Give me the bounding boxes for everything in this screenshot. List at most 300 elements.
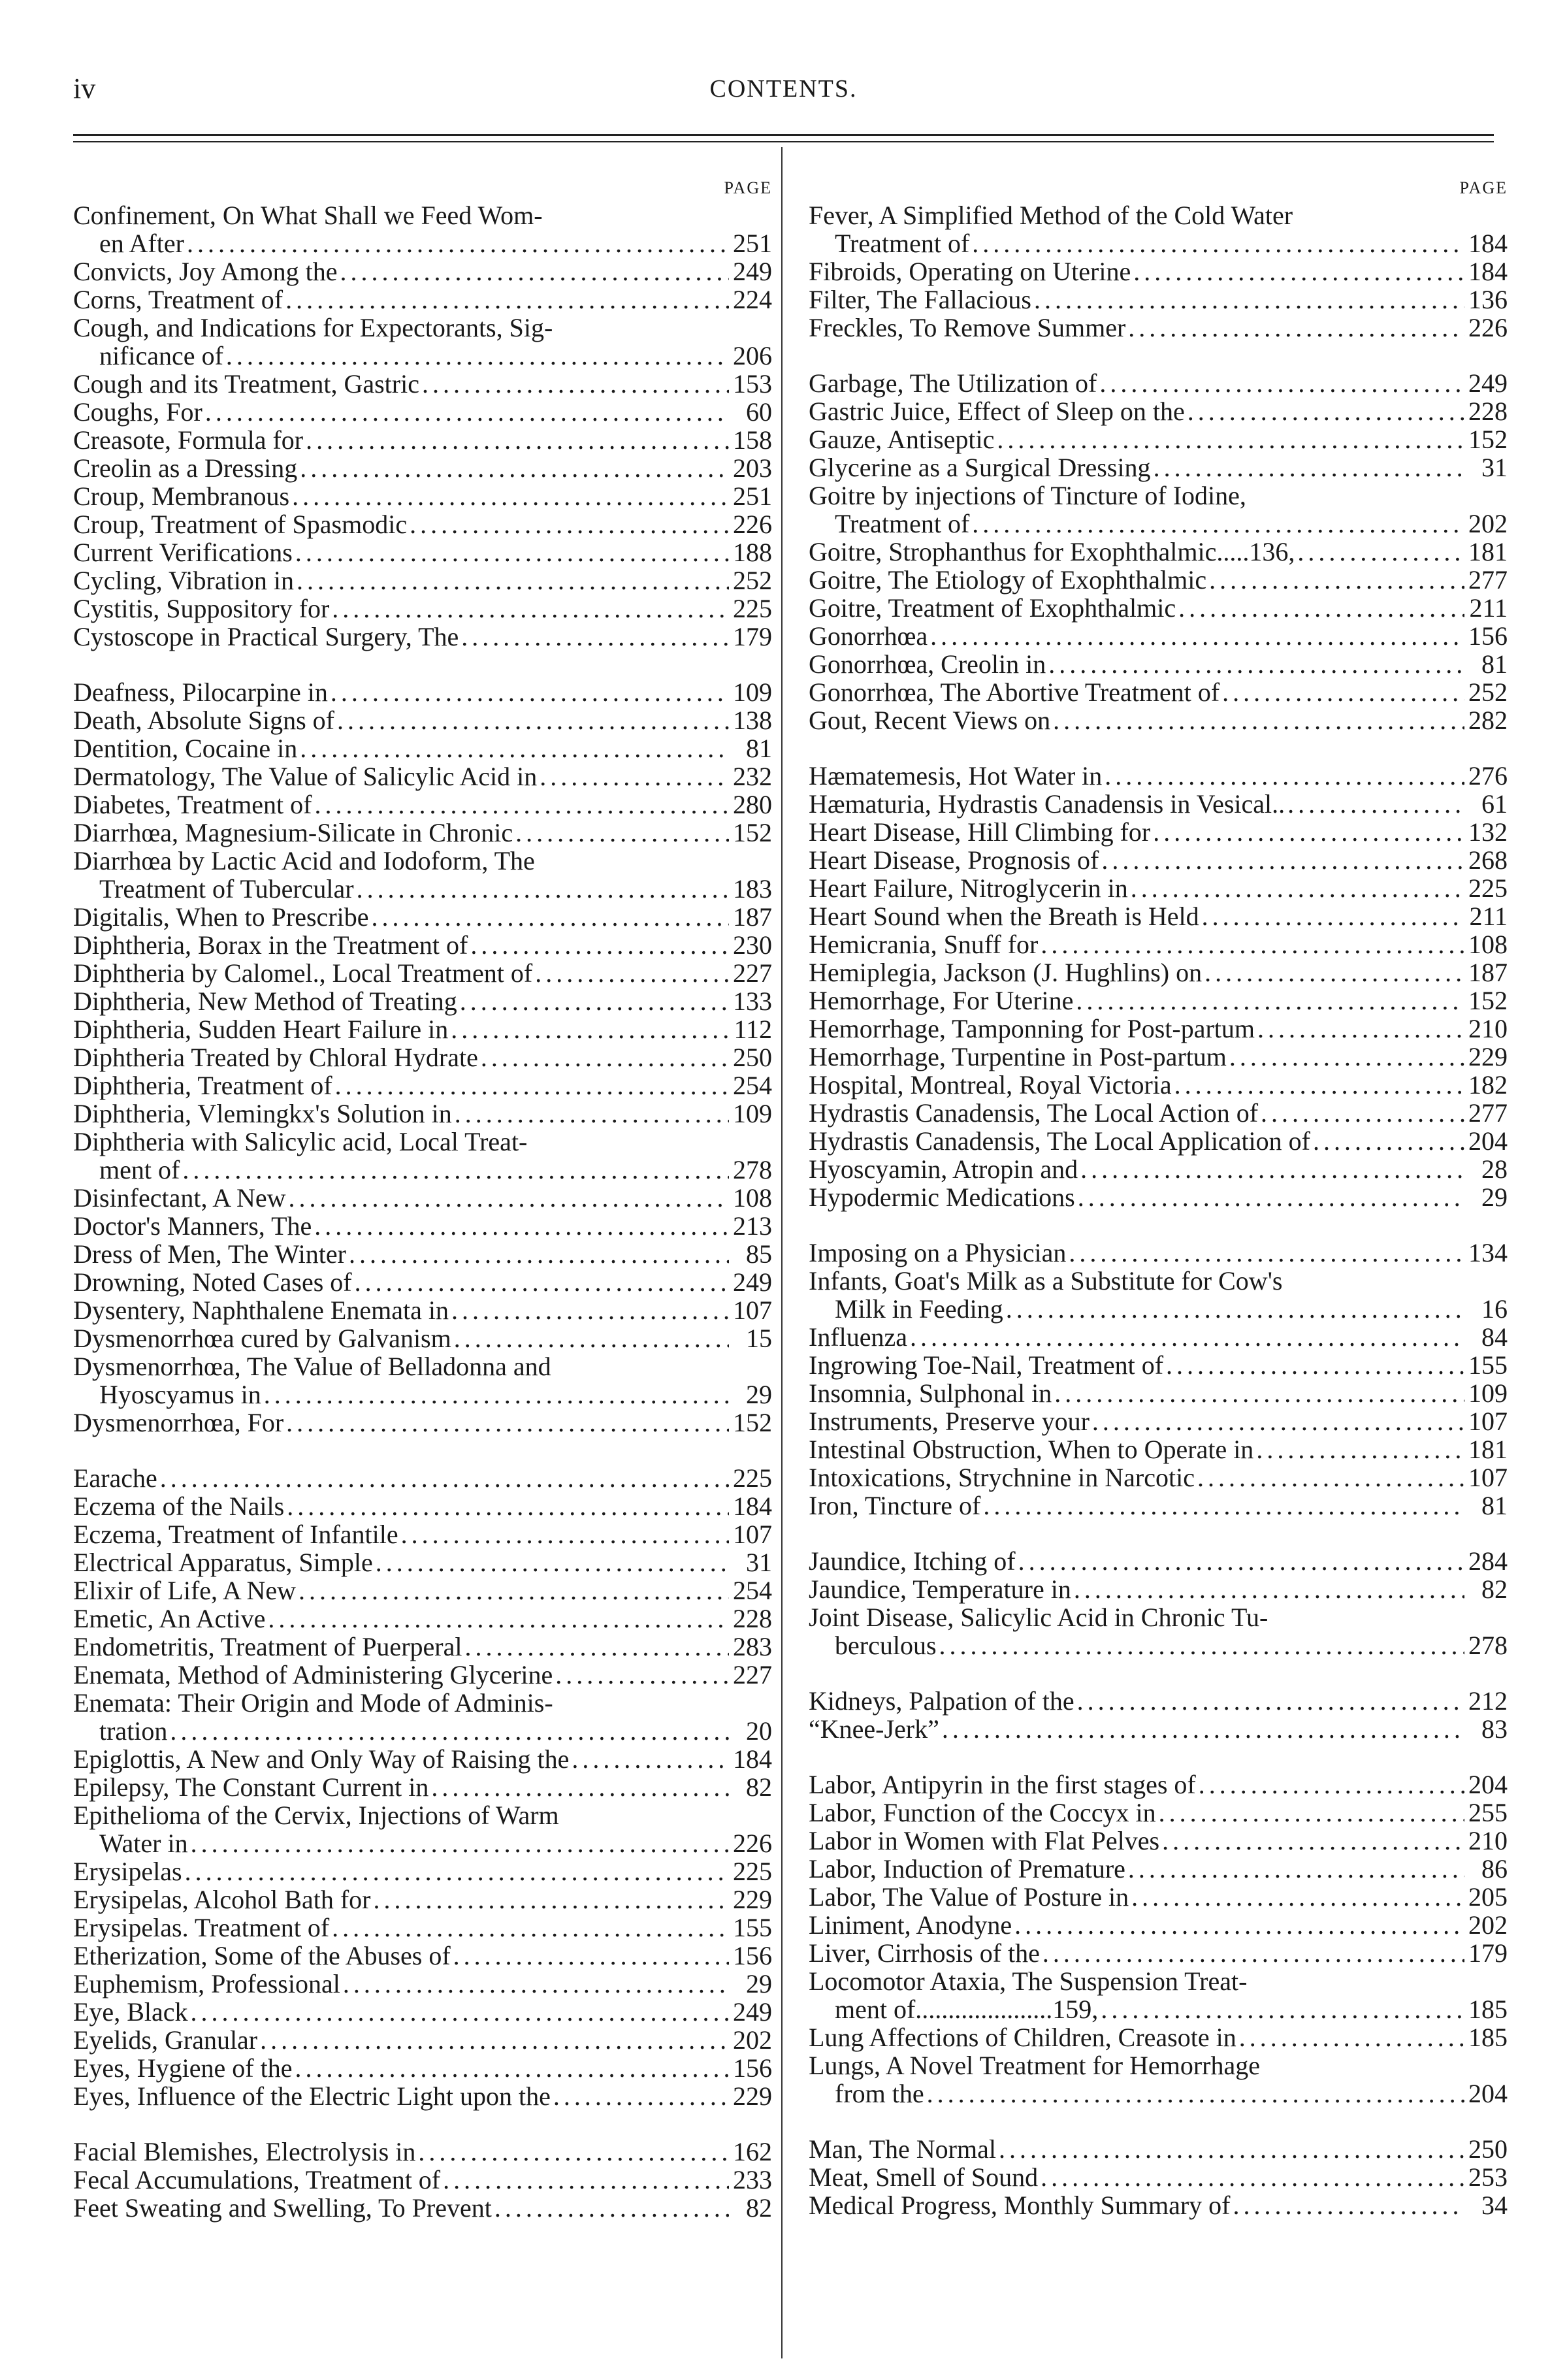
index-entry [73, 1857, 772, 1885]
index-entry [73, 819, 772, 847]
leader-dots [185, 1857, 729, 1885]
entry-page-number: 210 [1468, 1014, 1508, 1043]
leader-dots [1313, 1127, 1464, 1155]
index-entry [73, 1942, 772, 1970]
entry-text: en After [99, 229, 184, 258]
index-entry [73, 1015, 772, 1043]
index-entry [73, 1605, 772, 1633]
leader-dots [332, 595, 729, 623]
section-gap [809, 342, 1508, 369]
index-entry [809, 986, 1508, 1015]
index-entry [73, 2138, 772, 2166]
entry-page-number: 29 [746, 1380, 772, 1409]
leader-dots [295, 2054, 729, 2082]
entry-page-number: 29 [746, 1969, 772, 1998]
entry-text: Dysentery, Naphthalene Enemata in [73, 1296, 449, 1325]
entry-page-number: 108 [1468, 930, 1508, 959]
entry-line [73, 285, 772, 314]
entry-page-number: 31 [746, 1548, 772, 1577]
entry-line [809, 790, 1508, 818]
entry-page-number: 156 [1468, 621, 1508, 651]
entry-text: Dysmenorrhœa, For [73, 1408, 284, 1437]
entry-text: Hydrastis Canadensis, The Local Action of [809, 1098, 1259, 1128]
entry-text: Glycerine as a Surgical Dressing [809, 453, 1151, 482]
leader-dots [1101, 1995, 1464, 2023]
entry-line [73, 2054, 772, 2082]
entry-text: Insomnia, Sulphonal in [809, 1378, 1052, 1408]
entry-text: Creasote, Formula for [73, 425, 304, 455]
entry-line [73, 454, 772, 482]
leader-dots [464, 1633, 729, 1661]
entry-page-number: 187 [733, 902, 772, 932]
leader-dots [376, 1548, 729, 1576]
entry-line [73, 1015, 772, 1043]
entry-page-number: 185 [1468, 2023, 1508, 2052]
entry-page-number: 212 [1468, 1686, 1508, 1716]
entry-line [809, 1323, 1508, 1351]
index-entry [73, 1100, 772, 1128]
entry-page-number: 229 [1468, 1042, 1508, 1071]
entry-continuation-line [73, 342, 772, 370]
leader-dots [418, 2138, 729, 2166]
leader-dots [1154, 453, 1464, 481]
entry-page-number: 181 [1468, 1435, 1508, 1464]
index-entry [809, 1687, 1508, 1715]
entry-line [809, 594, 1508, 622]
index-entry [809, 1127, 1508, 1155]
leader-dots [470, 931, 729, 959]
leader-dots [1018, 1547, 1464, 1575]
entry-page-number: 280 [733, 790, 772, 819]
leader-dots [540, 762, 729, 791]
entry-text: Death, Absolute Signs of [73, 706, 334, 735]
entry-page-number: 249 [733, 257, 772, 286]
entry-text: Dress of Men, The Winter [73, 1239, 346, 1269]
index-entry [73, 2082, 772, 2110]
leader-dots [910, 1323, 1464, 1351]
section-gap [73, 651, 772, 678]
leader-dots [535, 959, 729, 987]
index-entry [73, 426, 772, 454]
entry-text: Heart Failure, Nitroglycerin in [809, 873, 1128, 903]
index-entry [809, 538, 1508, 566]
leader-dots [999, 2135, 1464, 2163]
entry-line [73, 1464, 772, 1492]
entry-line [73, 623, 772, 651]
page-number: iv [73, 73, 96, 105]
entry-line [73, 257, 772, 285]
entry-line [809, 1547, 1508, 1575]
entry-text: Erysipelas [73, 1857, 182, 1886]
leader-dots [285, 285, 729, 314]
entry-text: Dysmenorrhœa cured by Galvanism [73, 1324, 451, 1353]
leader-dots [451, 1015, 729, 1043]
leader-dots [205, 398, 729, 426]
leader-dots [1092, 1407, 1464, 1435]
entry-line [809, 1715, 1508, 1743]
entry-page-number: 181 [1468, 537, 1508, 566]
entry-text: Diphtheria, Treatment of [73, 1071, 332, 1100]
leader-dots [983, 1492, 1464, 1520]
entry-page-number: 229 [733, 1885, 772, 1914]
entry-text: Iron, Tincture of [809, 1491, 981, 1520]
leader-dots [355, 1268, 729, 1296]
entry-page-number: 182 [1468, 1070, 1508, 1100]
entry-page-number: 132 [1468, 817, 1508, 847]
entry-text: Disinfectant, A New [73, 1183, 286, 1213]
entry-text: Hyoscyamus in [99, 1380, 261, 1409]
entry-line [73, 2138, 772, 2166]
entry-page-number: 16 [1481, 1294, 1508, 1324]
entry-line [73, 762, 772, 791]
page-column-label: PAGE [724, 178, 772, 197]
entry-text: Goitre, The Etiology of Exophthalmic [809, 565, 1207, 595]
leader-dots [191, 1998, 730, 2026]
entry-page-number: 107 [733, 1296, 772, 1325]
entry-line [809, 2051, 1508, 2079]
entry-line [809, 1770, 1508, 1799]
entry-text: Coughs, For [73, 397, 202, 427]
index-entry [73, 1212, 772, 1240]
index-entry [809, 2163, 1508, 2191]
leader-dots [1054, 1379, 1464, 1407]
entry-text: “Knee-Jerk” [809, 1714, 939, 1744]
entry-page-number: 228 [733, 1604, 772, 1633]
entry-line [809, 1492, 1508, 1520]
entry-line [809, 1351, 1508, 1379]
entry-text: Eyes, Influence of the Electric Light upon the [73, 2081, 551, 2111]
entry-text: Current Verifications [73, 538, 293, 567]
leader-dots [1202, 902, 1464, 930]
entry-continuation-line [809, 1995, 1508, 2023]
entry-line [809, 1911, 1508, 1939]
leader-dots [1187, 397, 1464, 425]
entry-text: Treatment of Tubercular [99, 874, 354, 904]
entry-line [73, 2194, 772, 2222]
entry-text: Gonorrhœa, The Abortive Treatment of [809, 677, 1220, 707]
leader-dots [1041, 930, 1464, 958]
entry-page-number: 249 [1468, 368, 1508, 398]
entry-line [73, 2026, 772, 2054]
entry-text: Gonorrhœa [809, 621, 928, 651]
entry-text: Influenza [809, 1322, 908, 1352]
entry-text: Hemorrhage, Tamponning for Post-partum [809, 1014, 1255, 1043]
entry-page-number: 277 [1468, 565, 1508, 595]
index-entry [809, 257, 1508, 285]
entry-page-number: 158 [733, 425, 772, 455]
entry-line [809, 1799, 1508, 1827]
entry-text: Enemata, Method of Administering Glycerine [73, 1660, 553, 1689]
entry-page-number: 107 [733, 1520, 772, 1549]
index-entry [73, 1576, 772, 1605]
index-entry [809, 285, 1508, 314]
entry-line [73, 706, 772, 734]
entry-line [73, 1043, 772, 1071]
leader-dots [314, 1212, 729, 1240]
entry-line [809, 678, 1508, 706]
leader-dots [287, 1492, 729, 1520]
index-entry [809, 1855, 1508, 1883]
index-entry [809, 1770, 1508, 1799]
entry-text: Water in [99, 1829, 188, 1858]
index-entry [809, 1799, 1508, 1827]
index-entry [73, 987, 772, 1015]
leader-dots [1197, 1463, 1464, 1492]
leader-dots [1199, 1770, 1464, 1799]
entry-page-number: 251 [733, 229, 772, 258]
entry-line [809, 1267, 1508, 1295]
entry-line [73, 1605, 772, 1633]
entry-line [73, 538, 772, 566]
index-entry [809, 1939, 1508, 1967]
entry-text: Erysipelas, Alcohol Bath for [73, 1885, 371, 1914]
entry-text: Epithelioma of the Cervix, Injections of Warm [73, 1801, 559, 1830]
index-entry [73, 2026, 772, 2054]
entry-line [73, 2166, 772, 2194]
entry-page-number: 185 [1468, 1995, 1508, 2024]
entry-text: Hemiplegia, Jackson (J. Hughlins) on [809, 958, 1203, 987]
entry-line [73, 1184, 772, 1212]
entry-text: Electrical Apparatus, Simple [73, 1548, 373, 1577]
entry-line [73, 791, 772, 819]
entry-line [809, 1463, 1508, 1492]
index-entry [809, 678, 1508, 706]
leader-dots [997, 425, 1464, 453]
entry-page-number: 83 [1481, 1714, 1508, 1744]
entry-page-number: 15 [746, 1324, 772, 1353]
index-entry [809, 1911, 1508, 1939]
entry-text: Fecal Accumulations, Treatment of [73, 2165, 441, 2194]
entry-page-number: 183 [733, 874, 772, 904]
index-entry [809, 930, 1508, 958]
leader-dots [1128, 1855, 1464, 1883]
entry-line [73, 1212, 772, 1240]
leader-dots [289, 1184, 730, 1212]
index-entry [73, 1548, 772, 1576]
entry-text: Filter, The Fallacious [809, 285, 1031, 314]
entry-text: Jaundice, Temperature in [809, 1574, 1071, 1604]
entry-line [809, 846, 1508, 874]
entry-page-number: 61 [1481, 789, 1508, 819]
entry-text: Doctor's Manners, The [73, 1211, 312, 1241]
entry-text: Intoxications, Strychnine in Narcotic [809, 1463, 1195, 1492]
leader-dots [927, 2079, 1464, 2108]
entry-text: Digitalis, When to Prescribe [73, 902, 369, 932]
entry-line [73, 1492, 772, 1520]
leader-dots [373, 1885, 729, 1914]
entry-line [73, 2082, 772, 2110]
entry-line [809, 314, 1508, 342]
index-entry [73, 1071, 772, 1100]
entry-text: Enemata: Their Origin and Mode of Adminis- [73, 1688, 553, 1718]
entry-line [809, 369, 1508, 397]
entry-page-number: 109 [733, 1099, 772, 1128]
entry-page-number: 136 [1468, 285, 1508, 314]
index-entry [73, 2194, 772, 2222]
running-head [73, 72, 1494, 111]
index-entry [73, 2054, 772, 2082]
entry-page-number: 227 [733, 958, 772, 988]
entry-line [809, 1855, 1508, 1883]
entry-page-number: 210 [1468, 1826, 1508, 1855]
entry-text: Elixir of Life, A New [73, 1576, 297, 1605]
entry-text: Emetic, An Active [73, 1604, 266, 1633]
entry-text: Gout, Recent Views on [809, 706, 1051, 735]
entry-page-number: 152 [733, 1408, 772, 1437]
entry-line [809, 285, 1508, 314]
entry-page-number: 278 [1468, 1631, 1508, 1660]
index-entry [73, 791, 772, 819]
leader-dots [337, 706, 729, 734]
entry-continuation-line [809, 229, 1508, 257]
entry-page-number: 225 [733, 1857, 772, 1886]
leader-dots [515, 819, 729, 847]
entry-line [809, 706, 1508, 734]
entry-continuation-line [809, 510, 1508, 538]
entry-text: Joint Disease, Salicylic Acid in Chronic Tu- [809, 1603, 1268, 1632]
entry-continuation-line [73, 1380, 772, 1409]
entry-line [73, 1633, 772, 1661]
entry-line [809, 1099, 1508, 1127]
index-entry [809, 650, 1508, 678]
entry-text: Hemorrhage, For Uterine [809, 986, 1074, 1015]
entry-text: Treatment of [835, 229, 970, 258]
leader-dots [1006, 1295, 1464, 1323]
entry-text: Instruments, Preserve your [809, 1407, 1090, 1436]
entry-page-number: 283 [733, 1632, 772, 1661]
entry-page-number: 152 [733, 818, 772, 847]
header-rule-thin [73, 141, 1494, 142]
entry-text: Medical Progress, Monthly Summary of [809, 2191, 1231, 2220]
index-entry [809, 1827, 1508, 1855]
entry-page-number: 233 [733, 2165, 772, 2194]
entry-page-number: 107 [1468, 1463, 1508, 1492]
leader-dots [410, 510, 729, 538]
entry-text: ment of [99, 1155, 180, 1184]
leader-dots [260, 2026, 729, 2054]
entry-text: Croup, Treatment of Spasmodic [73, 510, 408, 539]
leader-dots [1048, 650, 1464, 678]
entry-text: Deafness, Pilocarpine in [73, 677, 328, 707]
leader-dots [1078, 1183, 1464, 1211]
entry-page-number: 268 [1468, 845, 1508, 875]
entry-line [809, 818, 1508, 846]
entry-line [809, 902, 1508, 930]
entry-page-number: 252 [733, 566, 772, 595]
index-entry [73, 1324, 772, 1352]
entry-page-number: 82 [1481, 1574, 1508, 1604]
index-entry [809, 1435, 1508, 1463]
index-entry [73, 1409, 772, 1437]
entry-page-number: 230 [733, 930, 772, 960]
index-entry [73, 847, 772, 903]
entry-page-number: 187 [1468, 958, 1508, 987]
leader-dots [1178, 594, 1464, 622]
leader-dots [1239, 2023, 1464, 2051]
index-entry [809, 397, 1508, 425]
leader-dots [454, 1324, 729, 1352]
leader-dots [1131, 874, 1464, 902]
index-entry [73, 566, 772, 595]
entry-text: Cough and its Treatment, Gastric [73, 369, 419, 399]
leader-dots [461, 623, 729, 651]
index-entry [809, 818, 1508, 846]
index-entry [73, 959, 772, 987]
leader-dots [299, 1576, 729, 1605]
entry-page-number: 206 [733, 341, 772, 370]
entry-text: Locomotor Ataxia, The Suspension Treat- [809, 1966, 1248, 1996]
leader-dots [226, 342, 729, 370]
entry-line [73, 201, 772, 229]
entry-page-number: 81 [1481, 649, 1508, 679]
entry-text: Treatment of [835, 509, 970, 538]
entry-text: Convicts, Joy Among the [73, 257, 338, 286]
entry-text: Dysmenorrhœa, The Value of Belladonna and [73, 1352, 551, 1381]
entry-line [809, 1379, 1508, 1407]
index-entry [809, 1967, 1508, 2023]
entry-page-number: 112 [734, 1015, 772, 1044]
entry-page-number: 249 [733, 1267, 772, 1297]
entry-page-number: 162 [733, 2137, 772, 2166]
entry-line [809, 1155, 1508, 1183]
index-entry [809, 958, 1508, 986]
entry-text: ment of.....................159, [835, 1995, 1099, 2024]
entry-text: Epiglottis, A New and Only Way of Raising the [73, 1744, 570, 1774]
leader-dots [1229, 1043, 1464, 1071]
entry-line [73, 1240, 772, 1268]
entry-text: Hypodermic Medications [809, 1182, 1075, 1212]
entry-line [809, 1407, 1508, 1435]
entry-line [809, 1127, 1508, 1155]
entry-page-number: 202 [1468, 509, 1508, 538]
leader-dots [1297, 538, 1464, 566]
entry-page-number: 213 [733, 1211, 772, 1241]
index-entry [73, 1633, 772, 1661]
entry-line [73, 566, 772, 595]
leader-dots [182, 1156, 729, 1184]
leader-dots [1034, 285, 1464, 314]
entry-text: Labor, The Value of Posture in [809, 1882, 1129, 1912]
entry-page-number: 278 [733, 1155, 772, 1184]
entry-page-number: 109 [1468, 1378, 1508, 1408]
entry-page-number: 34 [1481, 2191, 1508, 2220]
leader-dots [187, 229, 729, 257]
entry-page-number: 226 [1468, 313, 1508, 342]
leader-dots [297, 566, 729, 595]
entry-page-number: 282 [1468, 706, 1508, 735]
entry-text: from the [835, 2079, 924, 2108]
leader-dots [170, 1717, 729, 1745]
entry-page-number: 153 [733, 369, 772, 399]
entry-line [809, 1239, 1508, 1267]
leader-dots [1256, 1435, 1464, 1463]
entry-line [809, 930, 1508, 958]
entry-page-number: 232 [733, 762, 772, 791]
entry-text: Eczema, Treatment of Infantile [73, 1520, 398, 1549]
leader-dots [1099, 369, 1464, 397]
entry-line [73, 1998, 772, 2026]
leader-dots [1131, 1883, 1464, 1911]
entry-text: Creolin as a Dressing [73, 453, 298, 483]
entry-line [73, 1352, 772, 1380]
index-entry [73, 538, 772, 566]
index-entry [809, 369, 1508, 397]
leader-dots [1204, 958, 1464, 986]
entry-text: Endometritis, Treatment of Puerperal [73, 1632, 462, 1661]
index-entry [809, 1155, 1508, 1183]
entry-line [809, 538, 1508, 566]
leader-dots [1209, 566, 1464, 594]
